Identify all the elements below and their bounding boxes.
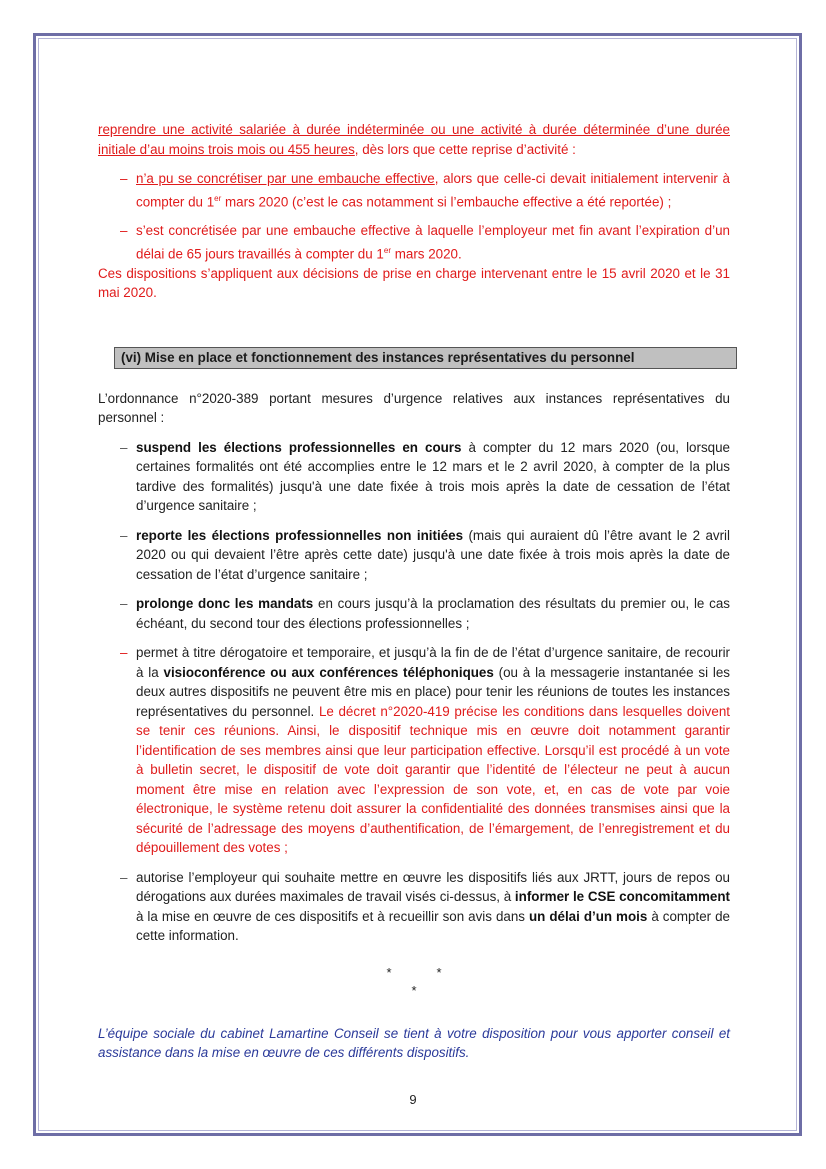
bullet-text: (mais qui auraient dû l’être avant le 2 avril 2020 ou qui devaient l’être après cette date) jusqu'à une date fixée à trois mois après la date de cessation de l’état d’urgence sanitaire ; (136, 527, 730, 582)
section-bullets (98, 438, 730, 946)
bullet-text: permet à titre dérogatoire et temporaire, et jusqu’à la fin de de l’état d’urgence sanitaire, de recourir à la (136, 645, 730, 680)
section-heading: (vi) Mise en place et fonctionnement des instances représentatives du personnel (114, 347, 737, 369)
list-item (98, 438, 730, 516)
bullet-text: mars 2020. (391, 246, 462, 262)
bullet-text: en cours jusqu’à la proclamation des résultats du premier ou, le cas échéant, du second tour des élections professionnelles ; (136, 596, 730, 631)
dash-bullet-icon: – (120, 223, 128, 239)
dash-bullet-icon: – (120, 645, 128, 661)
page-content (98, 120, 730, 1063)
bullet-text: , alors que celle-ci devait initialement intervenir à compter du 1 (136, 171, 730, 209)
lead-rest: , dès lors que cette reprise d’activité : (354, 141, 576, 157)
dash-bullet-icon: – (120, 596, 128, 612)
bullet-underlined: n’a pu se concrétiser par une embauche effective (136, 171, 435, 186)
bullet-text: (ou à la messagerie instantanée si les deux autres dispositifs ne peuvent être mis en place) pour tenir les réunions de toutes les instances représentatives du personnel. (136, 664, 731, 719)
dash-bullet-icon: – (120, 439, 128, 455)
continuation-bullets (98, 169, 730, 264)
asterisk-icon: * (411, 982, 417, 998)
superscript: er (214, 193, 222, 203)
list-item (98, 594, 730, 633)
bullet-text: à compter de cette information. (136, 908, 730, 944)
asterisk-icon: * (436, 964, 442, 980)
dash-bullet-icon: – (120, 869, 128, 885)
bullet-red-text: Le décret n°2020-419 précise les conditions dans lesquelles doivent se tenir ces réunions. Ainsi, le dispositif technique mis en œuvre doit notamment garantir l’identification de ses membres ainsi que leur participation effective. Lorsqu’il est procédé à un vote à bulletin secret, le dispositif de vote doit garantir que l’identité de l’électeur ne peut à aucun moment être mise en relation avec l’expression de son vote, et, en cas de vote par voie électronique, le système retenu doit assurer la confidentialité des données transmises ainsi que la sécurité de l’adressage des moyens d’authentification, de l’émargement, de l’enregistrement et du dépouillement des votes ; (136, 703, 730, 856)
bullet-bold: prolonge donc les mandats (136, 596, 314, 612)
bullet-bold: visioconférence ou aux conférences téléphoniques (163, 664, 494, 680)
bullet-text: autorise l’employeur qui souhaite mettre en œuvre les dispositifs liés aux JRTT, jours de repos ou dérogations aux durées maximales de travail visés ci-dessus, à (136, 869, 730, 905)
list-item (98, 643, 730, 858)
continuation-closing: Ces dispositions s’appliquent aux décisions de prise en charge intervenant entre le 15 avril 2020 et le 31 mai 2020. (98, 265, 730, 301)
dash-bullet-icon: – (120, 527, 128, 543)
bullet-text: s’est concrétisée par une embauche effective à laquelle l’employeur met fin avant l’expiration d’un délai de 65 jours travaillés à compter du 1 (136, 223, 730, 262)
asterisk-icon: * (386, 964, 392, 980)
bullet-text: à compter du 12 mars 2020 (ou, lorsque certaines formalités ont été accomplies entre le 12 mars et le 2 avril 2020, à compter de la plus tardive des formalités) jusqu'à une date fixée à trois mois après la date de cessation de l’état d’urgence sanitaire ; (136, 439, 730, 514)
continuation-lead (98, 120, 730, 159)
list-item (98, 221, 730, 263)
list-item (98, 526, 730, 585)
bullet-bold: informer le CSE concomitamment (514, 889, 730, 905)
list-item (98, 169, 730, 211)
dash-bullet-icon: – (120, 171, 128, 186)
bullet-bold: un délai d’un mois (528, 908, 648, 924)
bullet-bold: reporte les élections professionnelles non initiées (136, 527, 464, 543)
bullet-bold: suspend les élections professionnelles en cours (136, 439, 462, 455)
separator-asterisks (98, 964, 730, 1000)
list-item (98, 868, 730, 946)
lead-underlined: reprendre une activité salariée à durée indéterminée ou une activité à durée déterminée d’une durée initiale d’au moins trois mois ou 455 heures (98, 122, 730, 157)
closing-note: L’équipe sociale du cabinet Lamartine Conseil se tient à votre disposition pour vous apporter conseil et assistance dans la mise en œuvre de ces différents dispositifs. (98, 1025, 730, 1061)
section-intro: L’ordonnance n°2020-389 portant mesures d’urgence relatives aux instances représentatives du personnel : (98, 390, 730, 426)
bullet-text: mars 2020 (c’est le cas notamment si l’embauche effective a été reportée) ; (221, 193, 672, 209)
superscript: er (383, 245, 391, 255)
page-number: 9 (409, 1092, 417, 1107)
bullet-text: à la mise en œuvre de ces dispositifs et à recueillir son avis dans (136, 908, 529, 924)
